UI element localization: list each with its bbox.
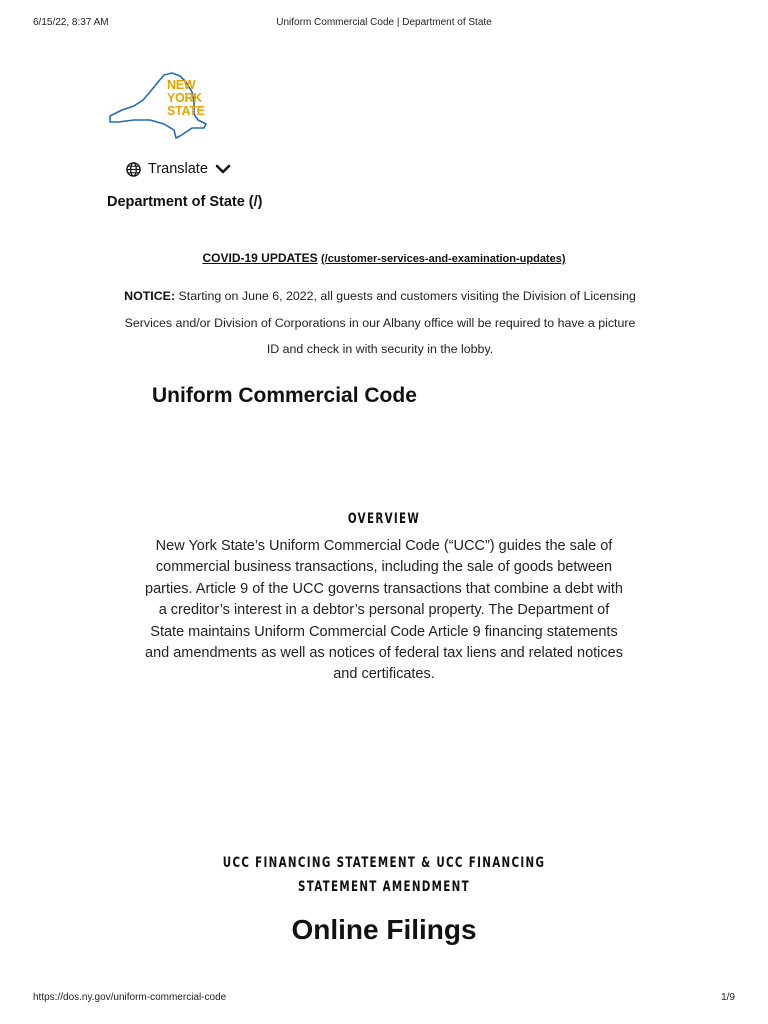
print-date: 6/15/22, 8:37 AM <box>33 17 109 28</box>
logo-wordmark: NEW YORK STATE <box>167 78 205 118</box>
ucc-filing-heading-text: UCC FINANCING STATEMENT & UCC FINANCING STATEMENT AMENDMENT <box>222 855 546 895</box>
notice-label: NOTICE: <box>124 289 176 303</box>
page-title: Uniform Commercial Code <box>152 384 417 407</box>
print-footer <box>0 992 768 1006</box>
print-header <box>0 17 768 31</box>
print-page-number: 1/9 <box>721 992 735 1003</box>
chevron-down-icon <box>215 163 231 175</box>
overview-heading: OVERVIEW <box>347 511 421 527</box>
online-filings-title: Online Filings <box>291 914 477 945</box>
globe-icon <box>126 162 141 177</box>
translate-label: Translate <box>148 161 208 177</box>
print-page-title: Uniform Commercial Code | Department of State <box>276 17 492 28</box>
department-of-state-link[interactable]: Department of State (/) <box>107 194 263 210</box>
covid-updates-link[interactable] <box>0 251 768 265</box>
ucc-filing-heading <box>69 851 699 899</box>
translate-dropdown[interactable] <box>126 158 231 180</box>
covid-updates-url: (/customer-services-and-examination-updates) <box>320 253 566 265</box>
overview-text: New York State’s Uniform Commercial Code (“UCC”) guides the sale of commercial business transactions, including the sale of goods between parties. Article 9 of the UCC governs transactions that combine a debt with a creditor’s interest in a debtor’s personal property. The Department of State maintains Uniform Commercial Code Article 9 financing statements and amendments as well as notices of federal tax liens and related notices and certificates. <box>145 538 623 683</box>
print-url: https://dos.ny.gov/uniform-commercial-code <box>33 992 227 1003</box>
covid-updates-label: COVID-19 UPDATES <box>202 251 318 265</box>
nys-logo[interactable] <box>106 70 216 142</box>
notice-text: Starting on June 6, 2022, all guests and customers visiting the Division of Licensing Services and/or Division of Corporations in our Albany office will be required to have a picture ID and check in with security in the lobby. <box>124 289 636 356</box>
notice-banner <box>120 283 640 363</box>
